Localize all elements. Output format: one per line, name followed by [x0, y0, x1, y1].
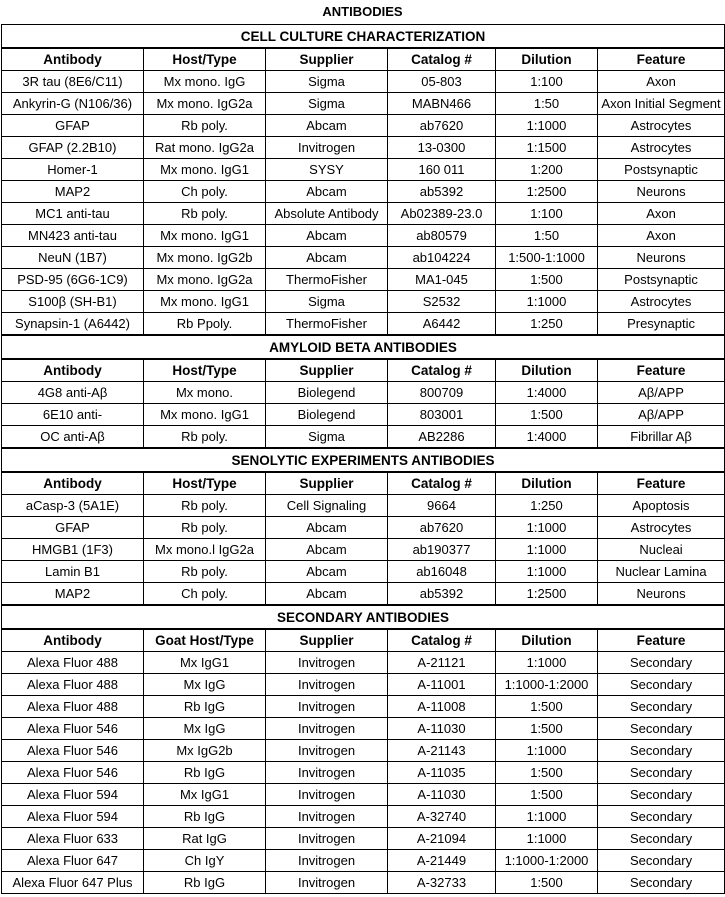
- cell-antibody: aCasp-3 (5A1E): [2, 495, 144, 517]
- table-row: [2, 181, 725, 203]
- cell-dilution: 1:1000: [496, 539, 598, 561]
- cell-host-type: Mx IgG1: [144, 784, 266, 806]
- cell-antibody: Synapsin-1 (A6442): [2, 313, 144, 336]
- cell-host-type: Rb poly.: [144, 115, 266, 137]
- cell-dilution: 1:100: [496, 203, 598, 225]
- table-row: [2, 561, 725, 583]
- cell-antibody: S100β (SH-B1): [2, 291, 144, 313]
- table-row: [2, 71, 725, 93]
- cell-feature: Axon Initial Segment: [598, 93, 725, 115]
- column-header-catalog: Catalog #: [388, 48, 496, 71]
- cell-supplier: ThermoFisher: [266, 313, 388, 336]
- column-header-catalog: Catalog #: [388, 629, 496, 652]
- cell-supplier: Abcam: [266, 225, 388, 247]
- column-header-row: [2, 48, 725, 71]
- cell-dilution: 1:500: [496, 269, 598, 291]
- column-header-host-type: Host/Type: [144, 359, 266, 382]
- cell-antibody: GFAP: [2, 517, 144, 539]
- column-header-antibody: Antibody: [2, 472, 144, 495]
- cell-dilution: 1:2500: [496, 583, 598, 606]
- cell-supplier: Invitrogen: [266, 784, 388, 806]
- cell-host-type: Ch poly.: [144, 583, 266, 606]
- cell-catalog: 160 011: [388, 159, 496, 181]
- cell-feature: Neurons: [598, 583, 725, 606]
- cell-feature: Nuclear Lamina: [598, 561, 725, 583]
- column-header-antibody: Antibody: [2, 629, 144, 652]
- column-header-dilution: Dilution: [496, 48, 598, 71]
- cell-feature: Astrocytes: [598, 291, 725, 313]
- cell-dilution: 1:250: [496, 313, 598, 336]
- cell-supplier: Absolute Antibody: [266, 203, 388, 225]
- section-title: SENOLYTIC EXPERIMENTS ANTIBODIES: [2, 448, 725, 472]
- cell-supplier: Invitrogen: [266, 872, 388, 894]
- column-header-host-type: Goat Host/Type: [144, 629, 266, 652]
- cell-feature: Secondary: [598, 762, 725, 784]
- antibody-table: [1, 24, 725, 894]
- cell-antibody: NeuN (1B7): [2, 247, 144, 269]
- column-header-row: [2, 629, 725, 652]
- cell-dilution: 1:500: [496, 696, 598, 718]
- cell-dilution: 1:500: [496, 404, 598, 426]
- column-header-supplier: Supplier: [266, 472, 388, 495]
- cell-feature: Postsynaptic: [598, 159, 725, 181]
- cell-catalog: 9664: [388, 495, 496, 517]
- cell-dilution: 1:100: [496, 71, 598, 93]
- cell-dilution: 1:1000: [496, 740, 598, 762]
- cell-dilution: 1:4000: [496, 382, 598, 404]
- table-row: [2, 247, 725, 269]
- cell-host-type: Mx mono. IgG1: [144, 159, 266, 181]
- cell-dilution: 1:1000: [496, 561, 598, 583]
- column-header-feature: Feature: [598, 472, 725, 495]
- cell-catalog: AB2286: [388, 426, 496, 449]
- column-header-host-type: Host/Type: [144, 472, 266, 495]
- cell-supplier: Abcam: [266, 539, 388, 561]
- table-row: [2, 740, 725, 762]
- column-header-feature: Feature: [598, 359, 725, 382]
- table-row: [2, 313, 725, 336]
- cell-dilution: 1:500: [496, 784, 598, 806]
- cell-dilution: 1:4000: [496, 426, 598, 449]
- cell-feature: Secondary: [598, 652, 725, 674]
- cell-supplier: Biolegend: [266, 404, 388, 426]
- cell-host-type: Mx mono. IgG2b: [144, 247, 266, 269]
- cell-feature: Secondary: [598, 674, 725, 696]
- cell-antibody: Ankyrin-G (N106/36): [2, 93, 144, 115]
- section-title: CELL CULTURE CHARACTERIZATION: [2, 25, 725, 49]
- column-header-feature: Feature: [598, 48, 725, 71]
- cell-feature: Axon: [598, 225, 725, 247]
- cell-supplier: Abcam: [266, 583, 388, 606]
- cell-feature: Astrocytes: [598, 137, 725, 159]
- cell-dilution: 1:1000: [496, 115, 598, 137]
- cell-antibody: Lamin B1: [2, 561, 144, 583]
- cell-catalog: ab7620: [388, 115, 496, 137]
- cell-host-type: Mx IgG: [144, 674, 266, 696]
- antibody-table-body: [2, 25, 725, 894]
- column-header-supplier: Supplier: [266, 48, 388, 71]
- cell-feature: Axon: [598, 203, 725, 225]
- cell-catalog: A-32740: [388, 806, 496, 828]
- cell-host-type: Mx mono. IgG1: [144, 225, 266, 247]
- cell-catalog: ab80579: [388, 225, 496, 247]
- cell-supplier: Invitrogen: [266, 696, 388, 718]
- table-row: [2, 159, 725, 181]
- table-row: [2, 696, 725, 718]
- cell-supplier: Abcam: [266, 247, 388, 269]
- cell-host-type: Mx mono. IgG: [144, 71, 266, 93]
- cell-catalog: S2532: [388, 291, 496, 313]
- cell-feature: Secondary: [598, 718, 725, 740]
- cell-feature: Secondary: [598, 696, 725, 718]
- cell-dilution: 1:200: [496, 159, 598, 181]
- cell-host-type: Rb Ppoly.: [144, 313, 266, 336]
- cell-antibody: Alexa Fluor 546: [2, 740, 144, 762]
- cell-antibody: 3R tau (8E6/C11): [2, 71, 144, 93]
- cell-catalog: 800709: [388, 382, 496, 404]
- cell-feature: Astrocytes: [598, 115, 725, 137]
- cell-host-type: Mx IgG: [144, 718, 266, 740]
- cell-feature: Fibrillar Aβ: [598, 426, 725, 449]
- cell-antibody: GFAP (2.2B10): [2, 137, 144, 159]
- cell-feature: Presynaptic: [598, 313, 725, 336]
- column-header-dilution: Dilution: [496, 472, 598, 495]
- cell-catalog: A-11035: [388, 762, 496, 784]
- cell-catalog: 803001: [388, 404, 496, 426]
- cell-host-type: Mx mono. IgG1: [144, 404, 266, 426]
- cell-host-type: Ch IgY: [144, 850, 266, 872]
- column-header-antibody: Antibody: [2, 359, 144, 382]
- cell-supplier: Invitrogen: [266, 740, 388, 762]
- cell-host-type: Rb poly.: [144, 561, 266, 583]
- section-header-row: [2, 25, 725, 49]
- cell-host-type: Mx mono. IgG2a: [144, 269, 266, 291]
- cell-antibody: Alexa Fluor 594: [2, 806, 144, 828]
- cell-host-type: Rb poly.: [144, 426, 266, 449]
- cell-supplier: Invitrogen: [266, 828, 388, 850]
- cell-host-type: Rb IgG: [144, 762, 266, 784]
- cell-catalog: A-21449: [388, 850, 496, 872]
- section-title: AMYLOID BETA ANTIBODIES: [2, 335, 725, 359]
- cell-host-type: Mx IgG2b: [144, 740, 266, 762]
- cell-dilution: 1:500: [496, 872, 598, 894]
- cell-catalog: ab5392: [388, 583, 496, 606]
- cell-supplier: Abcam: [266, 181, 388, 203]
- cell-host-type: Rb IgG: [144, 872, 266, 894]
- cell-catalog: MA1-045: [388, 269, 496, 291]
- cell-host-type: Rb poly.: [144, 517, 266, 539]
- cell-catalog: MABN466: [388, 93, 496, 115]
- cell-dilution: 1:500-1:1000: [496, 247, 598, 269]
- cell-host-type: Rb poly.: [144, 203, 266, 225]
- cell-catalog: A-11001: [388, 674, 496, 696]
- cell-host-type: Rat IgG: [144, 828, 266, 850]
- cell-feature: Aβ/APP: [598, 382, 725, 404]
- column-header-row: [2, 472, 725, 495]
- cell-host-type: Rb IgG: [144, 696, 266, 718]
- section-header-row: [2, 448, 725, 472]
- cell-dilution: 1:1000: [496, 652, 598, 674]
- cell-supplier: Sigma: [266, 71, 388, 93]
- table-row: [2, 404, 725, 426]
- cell-dilution: 1:1000: [496, 828, 598, 850]
- table-row: [2, 269, 725, 291]
- cell-catalog: 05-803: [388, 71, 496, 93]
- table-row: [2, 203, 725, 225]
- cell-dilution: 1:1000: [496, 517, 598, 539]
- cell-supplier: Invitrogen: [266, 762, 388, 784]
- table-row: [2, 674, 725, 696]
- cell-host-type: Mx mono.: [144, 382, 266, 404]
- cell-host-type: Mx mono. IgG2a: [144, 93, 266, 115]
- cell-host-type: Mx mono.l IgG2a: [144, 539, 266, 561]
- cell-host-type: Rat mono. IgG2a: [144, 137, 266, 159]
- cell-antibody: Alexa Fluor 546: [2, 718, 144, 740]
- cell-catalog: A-32733: [388, 872, 496, 894]
- table-row: [2, 137, 725, 159]
- column-header-catalog: Catalog #: [388, 359, 496, 382]
- cell-feature: Neurons: [598, 247, 725, 269]
- cell-catalog: A-21121: [388, 652, 496, 674]
- column-header-supplier: Supplier: [266, 629, 388, 652]
- section-header-row: [2, 605, 725, 629]
- cell-supplier: Biolegend: [266, 382, 388, 404]
- cell-antibody: Homer-1: [2, 159, 144, 181]
- cell-antibody: Alexa Fluor 647 Plus: [2, 872, 144, 894]
- cell-antibody: MN423 anti-tau: [2, 225, 144, 247]
- cell-supplier: Sigma: [266, 426, 388, 449]
- cell-supplier: Abcam: [266, 561, 388, 583]
- cell-feature: Astrocytes: [598, 517, 725, 539]
- cell-dilution: 1:50: [496, 225, 598, 247]
- cell-supplier: Sigma: [266, 291, 388, 313]
- cell-supplier: Invitrogen: [266, 718, 388, 740]
- section-title: SECONDARY ANTIBODIES: [2, 605, 725, 629]
- cell-supplier: Invitrogen: [266, 806, 388, 828]
- cell-dilution: 1:500: [496, 762, 598, 784]
- cell-feature: Aβ/APP: [598, 404, 725, 426]
- cell-catalog: A-11030: [388, 784, 496, 806]
- table-row: [2, 93, 725, 115]
- cell-catalog: A-21143: [388, 740, 496, 762]
- cell-antibody: Alexa Fluor 546: [2, 762, 144, 784]
- cell-catalog: 13-0300: [388, 137, 496, 159]
- cell-antibody: Alexa Fluor 633: [2, 828, 144, 850]
- cell-dilution: 1:1000-1:2000: [496, 850, 598, 872]
- cell-host-type: Mx mono. IgG1: [144, 291, 266, 313]
- cell-dilution: 1:1500: [496, 137, 598, 159]
- cell-antibody: Alexa Fluor 488: [2, 652, 144, 674]
- cell-antibody: Alexa Fluor 647: [2, 850, 144, 872]
- cell-dilution: 1:1000: [496, 806, 598, 828]
- cell-antibody: 6E10 anti-: [2, 404, 144, 426]
- column-header-dilution: Dilution: [496, 359, 598, 382]
- cell-feature: Secondary: [598, 806, 725, 828]
- cell-dilution: 1:500: [496, 718, 598, 740]
- cell-host-type: Rb poly.: [144, 495, 266, 517]
- cell-catalog: ab5392: [388, 181, 496, 203]
- cell-supplier: Invitrogen: [266, 850, 388, 872]
- cell-antibody: OC anti-Aβ: [2, 426, 144, 449]
- cell-feature: Secondary: [598, 850, 725, 872]
- table-row: [2, 850, 725, 872]
- cell-supplier: ThermoFisher: [266, 269, 388, 291]
- column-header-dilution: Dilution: [496, 629, 598, 652]
- table-row: [2, 872, 725, 894]
- cell-dilution: 1:1000: [496, 291, 598, 313]
- cell-dilution: 1:1000-1:2000: [496, 674, 598, 696]
- table-row: [2, 382, 725, 404]
- cell-antibody: MAP2: [2, 181, 144, 203]
- antibody-document: [1, 0, 724, 894]
- cell-supplier: Sigma: [266, 93, 388, 115]
- cell-antibody: Alexa Fluor 488: [2, 696, 144, 718]
- table-row: [2, 291, 725, 313]
- cell-catalog: Ab02389-23.0: [388, 203, 496, 225]
- cell-antibody: HMGB1 (1F3): [2, 539, 144, 561]
- table-row: [2, 828, 725, 850]
- cell-catalog: A6442: [388, 313, 496, 336]
- cell-supplier: Invitrogen: [266, 674, 388, 696]
- cell-antibody: Alexa Fluor 594: [2, 784, 144, 806]
- table-row: [2, 517, 725, 539]
- table-row: [2, 495, 725, 517]
- cell-antibody: MC1 anti-tau: [2, 203, 144, 225]
- table-row: [2, 652, 725, 674]
- cell-dilution: 1:250: [496, 495, 598, 517]
- cell-feature: Postsynaptic: [598, 269, 725, 291]
- cell-supplier: Cell Signaling: [266, 495, 388, 517]
- document-title: ANTIBODIES: [322, 4, 403, 19]
- cell-feature: Nucleai: [598, 539, 725, 561]
- cell-supplier: Invitrogen: [266, 137, 388, 159]
- cell-antibody: PSD-95 (6G6-1C9): [2, 269, 144, 291]
- cell-feature: Axon: [598, 71, 725, 93]
- cell-feature: Apoptosis: [598, 495, 725, 517]
- cell-feature: Secondary: [598, 784, 725, 806]
- cell-antibody: MAP2: [2, 583, 144, 606]
- table-row: [2, 762, 725, 784]
- cell-antibody: 4G8 anti-Aβ: [2, 382, 144, 404]
- cell-host-type: Mx IgG1: [144, 652, 266, 674]
- column-header-supplier: Supplier: [266, 359, 388, 382]
- column-header-row: [2, 359, 725, 382]
- table-row: [2, 718, 725, 740]
- cell-catalog: ab190377: [388, 539, 496, 561]
- cell-catalog: ab16048: [388, 561, 496, 583]
- table-row: [2, 426, 725, 449]
- cell-host-type: Rb IgG: [144, 806, 266, 828]
- section-header-row: [2, 335, 725, 359]
- cell-catalog: ab7620: [388, 517, 496, 539]
- cell-catalog: A-11008: [388, 696, 496, 718]
- cell-catalog: A-21094: [388, 828, 496, 850]
- cell-supplier: Abcam: [266, 517, 388, 539]
- column-header-antibody: Antibody: [2, 48, 144, 71]
- table-row: [2, 806, 725, 828]
- cell-catalog: A-11030: [388, 718, 496, 740]
- cell-host-type: Ch poly.: [144, 181, 266, 203]
- cell-catalog: ab104224: [388, 247, 496, 269]
- cell-feature: Secondary: [598, 872, 725, 894]
- column-header-feature: Feature: [598, 629, 725, 652]
- cell-dilution: 1:2500: [496, 181, 598, 203]
- column-header-catalog: Catalog #: [388, 472, 496, 495]
- cell-feature: Neurons: [598, 181, 725, 203]
- cell-antibody: GFAP: [2, 115, 144, 137]
- cell-feature: Secondary: [598, 828, 725, 850]
- table-row: [2, 115, 725, 137]
- table-row: [2, 539, 725, 561]
- table-row: [2, 784, 725, 806]
- table-row: [2, 225, 725, 247]
- cell-dilution: 1:50: [496, 93, 598, 115]
- cell-supplier: Invitrogen: [266, 652, 388, 674]
- table-row: [2, 583, 725, 606]
- cell-antibody: Alexa Fluor 488: [2, 674, 144, 696]
- cell-supplier: SYSY: [266, 159, 388, 181]
- cell-feature: Secondary: [598, 740, 725, 762]
- column-header-host-type: Host/Type: [144, 48, 266, 71]
- cell-supplier: Abcam: [266, 115, 388, 137]
